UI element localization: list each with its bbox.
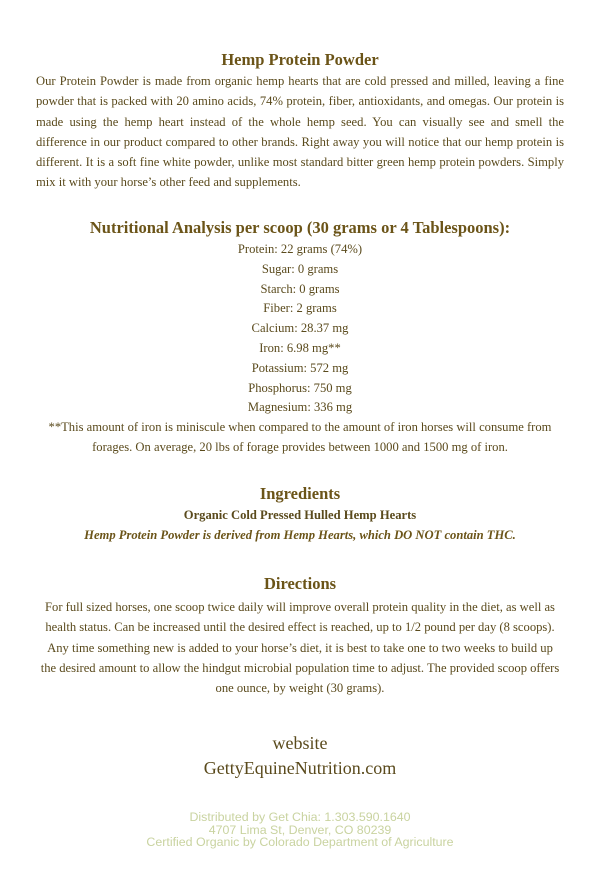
nutrition-item-protein: Protein: 22 grams (74%) (237, 242, 363, 256)
ingredients-heading: Ingredients (259, 484, 341, 503)
distributor-line: Distributed by Get Chia: 1.303.590.1640 (189, 810, 411, 824)
nutrition-list (0, 240, 600, 418)
directions-heading: Directions (263, 574, 337, 593)
product-description: Our Protein Powder is made from organic hemp hearts that are cold pressed and milled, leaving a fine powder that is packed with 20 amino acids, 74% protein, fiber, antioxidants, and omegas. Our protein is made using the hemp heart instead of the whole hemp seed. You can visually see and smell the difference in our product compared to other brands. Right away you will notice that our hemp protein is different. It is a soft fine white powder, unlike most standard bitter green hemp protein powders. Simply mix it with your horse’s other feed and supplements. (36, 74, 564, 190)
nutrition-item-phosphorus: Phosphorus: 750 mg (248, 380, 352, 395)
ingredients-line: Organic Cold Pressed Hulled Hemp Hearts (183, 508, 417, 522)
nutrition-item-calcium: Calcium: 28.37 mg (251, 321, 349, 336)
website-label: website (272, 733, 328, 753)
nutrition-item-iron: Iron: 6.98 mg** (259, 340, 341, 355)
nutrition-item-starch: Starch: 0 grams (260, 281, 340, 296)
address-line: 4707 Lima St, Denver, CO 80239 (208, 822, 392, 837)
certification-line: Certified Organic by Colorado Department of Agriculture (146, 835, 454, 849)
iron-footnote: **This amount of iron is miniscule when compared to the amount of iron horses will consume from forages. On average, 20 lbs of forage provides between 1000 and 1500 mg of iron. (48, 420, 552, 455)
website-url[interactable]: GettyEquineNutrition.com (203, 758, 397, 778)
thc-note: Hemp Protein Powder is derived from Hemp Hearts, which DO NOT contain THC. (84, 528, 516, 542)
directions-text: For full sized horses, one scoop twice daily will improve overall protein quality in the diet, as well as health status. Can be increased until the desired effect is reached, up to 1/2 pound per day (8 scoops). Any time something new is added to your horse’s diet, it is best to take one to two weeks to build up the desired amount to allow the hindgut microbial population time to adjust. The provided scoop offers one ounce, by weight (30 grams). (40, 600, 560, 696)
nutrition-item-magnesium: Magnesium: 336 mg (247, 400, 353, 415)
distributor-footer (0, 811, 600, 849)
nutrition-item-potassium: Potassium: 572 mg (251, 360, 349, 375)
nutrition-item-sugar: Sugar: 0 grams (261, 261, 339, 276)
nutrition-item-fiber: Fiber: 2 grams (263, 301, 337, 316)
product-title: Hemp Protein Powder (221, 50, 379, 69)
nutrition-heading: Nutritional Analysis per scoop (30 grams or 4 Tablespoons): (89, 218, 511, 237)
